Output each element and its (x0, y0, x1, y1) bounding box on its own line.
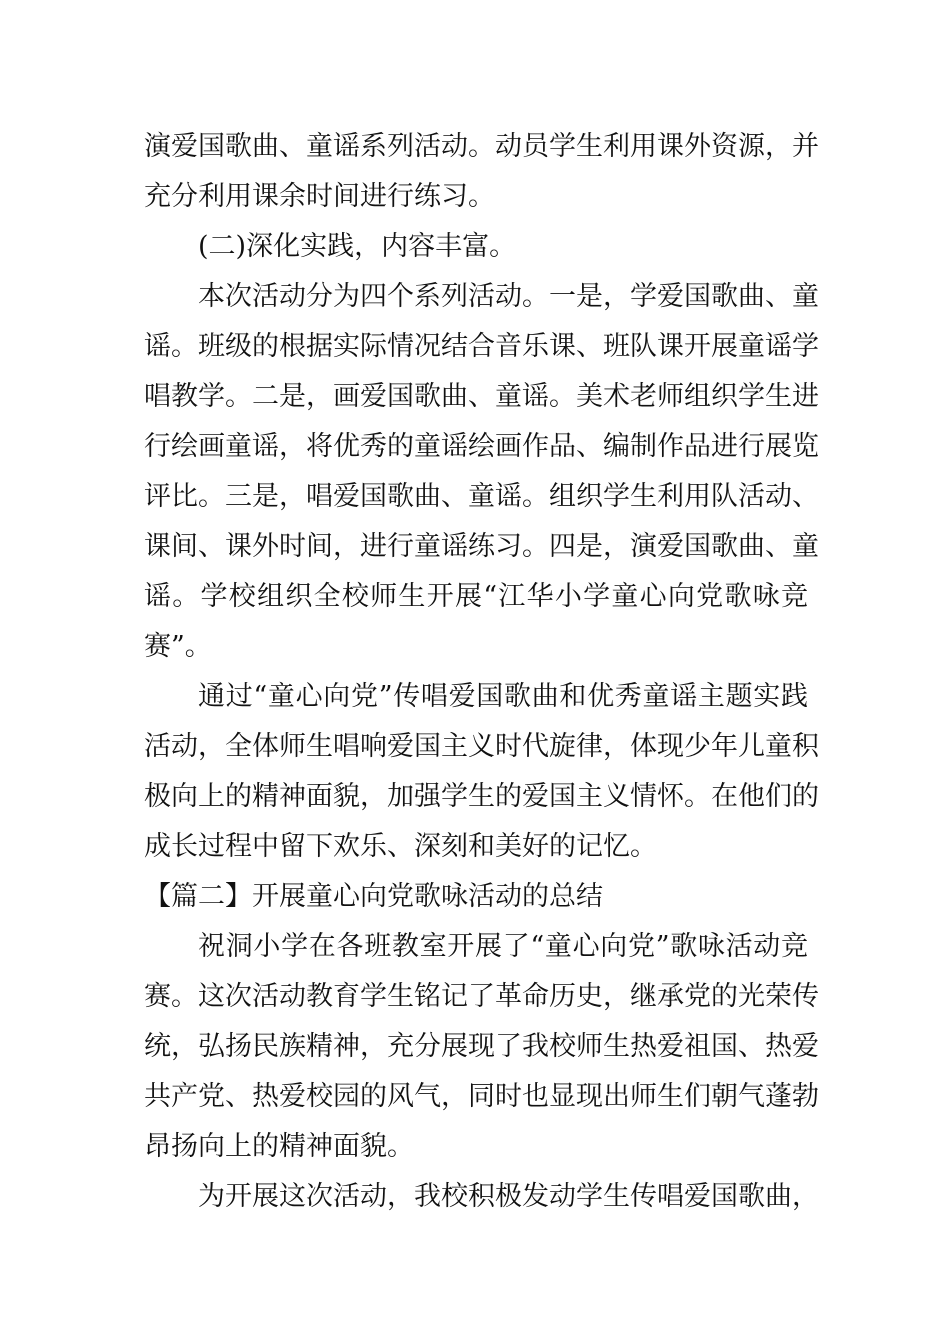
text-line: 谣。班级的根据实际情况结合音乐课、班队课开展童谣学 (144, 331, 819, 362)
text-line: 活动，全体师生唱响爱国主义时代旋律，体现少年儿童积 (144, 731, 819, 762)
document-body (144, 122, 819, 1222)
article-heading: 【篇二】开展童心向党歌咏活动的总结 (144, 881, 603, 912)
text-line: 充分利用课余时间进行练习。 (144, 181, 495, 212)
text-line: 课间、课外时间，进行童谣练习。四是，演爱国歌曲、童 (144, 531, 819, 562)
text-line: 共产党、热爱校园的风气，同时也显现出师生们朝气蓬勃 (144, 1081, 819, 1112)
text-line: 极向上的精神面貌，加强学生的爱国主义情怀。在他们的 (144, 781, 819, 812)
text-line: 谣。学校组织全校师生开展“江华小学童心向党歌咏竞 (144, 581, 808, 612)
text-line: 昂扬向上的精神面貌。 (144, 1131, 414, 1162)
text-line: 成长过程中留下欢乐、深刻和美好的记忆。 (144, 831, 657, 862)
text-line: 为开展这次活动，我校积极发动学生传唱爱国歌曲， (198, 1181, 819, 1212)
text-line: 行绘画童谣，将优秀的童谣绘画作品、编制作品进行展览 (144, 431, 819, 462)
text-line: 统，弘扬民族精神，充分展现了我校师生热爱祖国、热爱 (144, 1031, 819, 1062)
text-line: 演爱国歌曲、童谣系列活动。动员学生利用课外资源，并 (144, 131, 819, 162)
section-heading: (二)深化实践，内容丰富。 (198, 231, 517, 262)
text-line: 赛。这次活动教育学生铭记了革命历史，继承党的光荣传 (144, 981, 819, 1012)
text-line: 本次活动分为四个系列活动。一是，学爱国歌曲、童 (198, 281, 819, 312)
text-line: 赛”。 (144, 631, 212, 662)
text-line: 唱教学。二是，画爱国歌曲、童谣。美术老师组织学生进 (144, 381, 819, 412)
text-line: 通过“童心向党”传唱爱国歌曲和优秀童谣主题实践 (198, 681, 808, 712)
text-line: 祝洞小学在各班教室开展了“童心向党”歌咏活动竞 (198, 931, 808, 962)
text-line: 评比。三是，唱爱国歌曲、童谣。组织学生利用队活动、 (144, 481, 819, 512)
